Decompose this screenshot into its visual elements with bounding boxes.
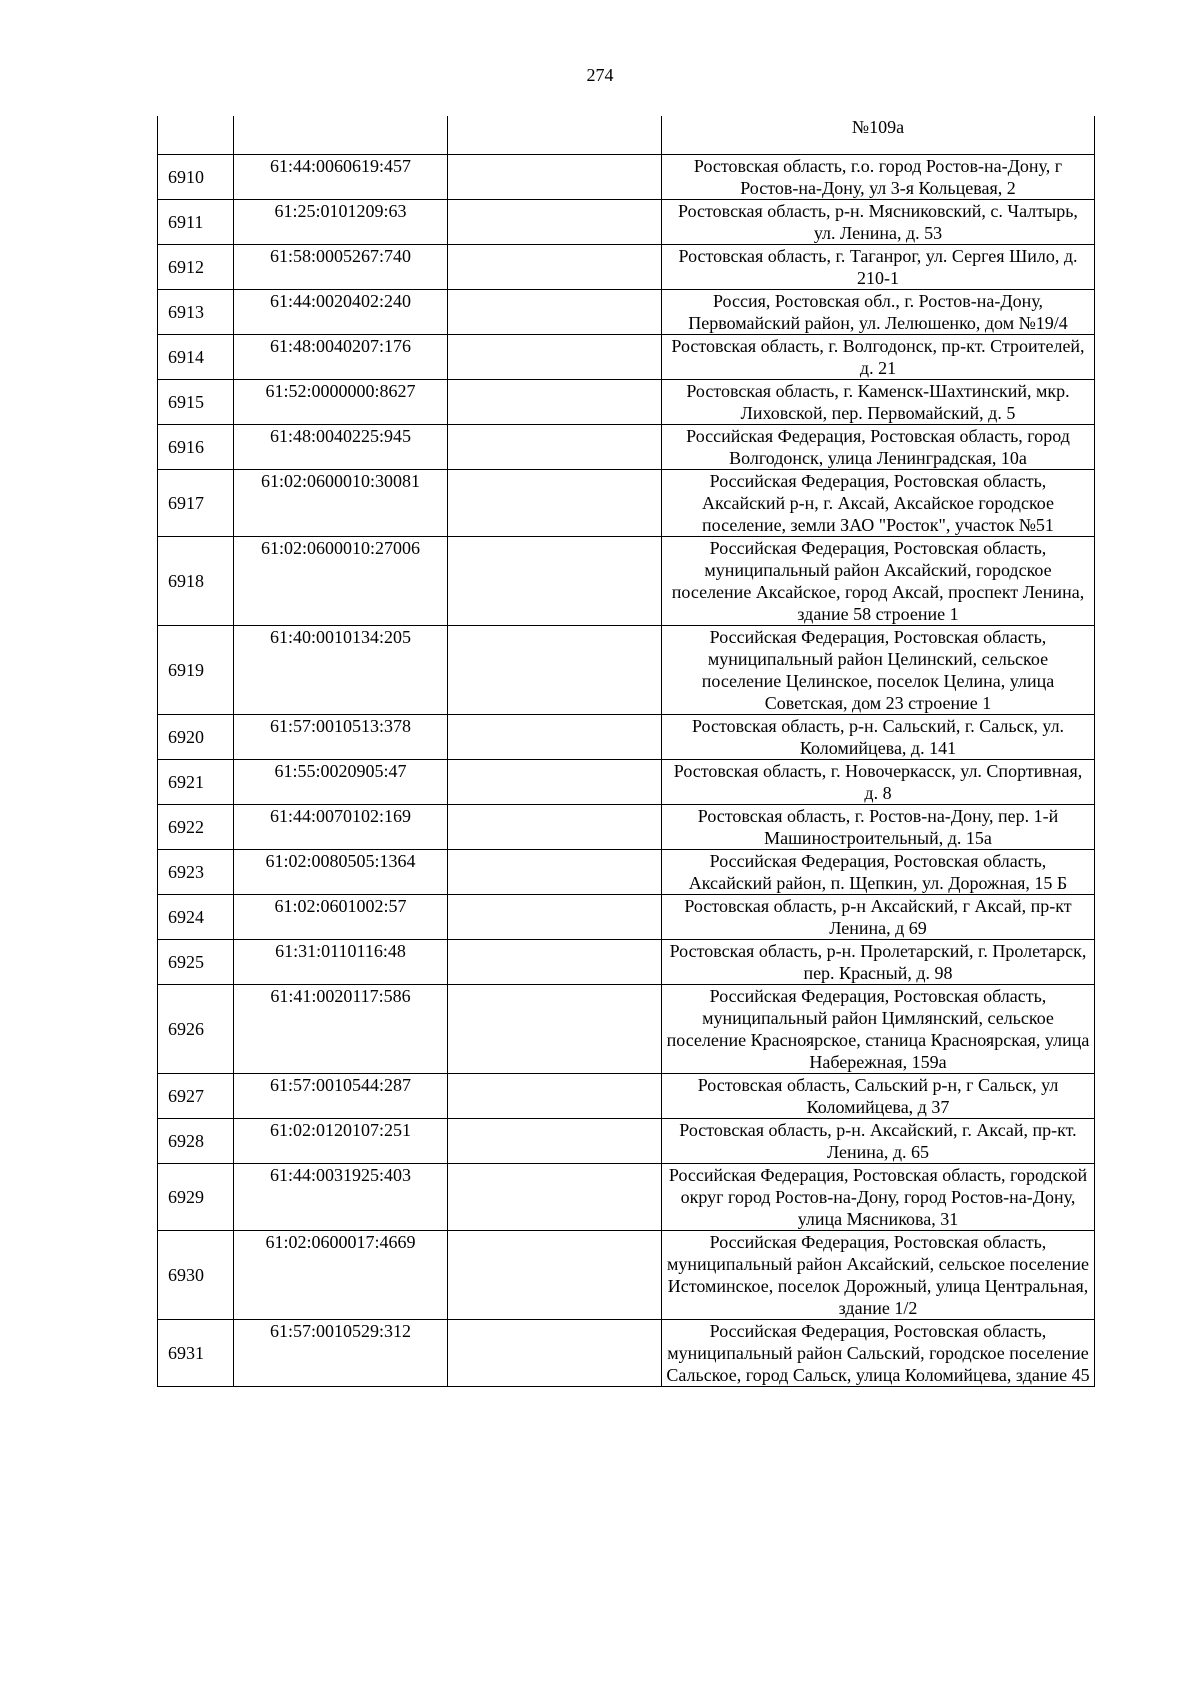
row-number-cell: 6917 [158, 470, 234, 537]
empty-cell [448, 245, 662, 290]
empty-cell [448, 155, 662, 200]
address-cell: Ростовская область, р-н. Аксайский, г. Аксай, пр-кт. Ленина, д. 65 [662, 1119, 1095, 1164]
empty-cell [448, 1164, 662, 1231]
cadastral-number-cell: 61:31:0110116:48 [234, 940, 448, 985]
empty-cell [448, 1119, 662, 1164]
cadastral-number-cell: 61:48:0040225:945 [234, 425, 448, 470]
row-number-cell [158, 116, 234, 155]
empty-cell [448, 940, 662, 985]
property-registry-table [157, 116, 1095, 1387]
table-row [158, 290, 1095, 335]
empty-cell [448, 1320, 662, 1387]
address-cell: Ростовская область, г. Волгодонск, пр-кт. Строителей, д. 21 [662, 335, 1095, 380]
empty-cell [448, 1074, 662, 1119]
table-row [158, 1119, 1095, 1164]
row-number-cell: 6912 [158, 245, 234, 290]
empty-cell [448, 715, 662, 760]
empty-cell [448, 116, 662, 155]
empty-cell [448, 760, 662, 805]
address-cell: Ростовская область, г.о. город Ростов-на-Дону, г Ростов-на-Дону, ул 3-я Кольцевая, 2 [662, 155, 1095, 200]
row-number-cell: 6918 [158, 537, 234, 626]
cadastral-number-cell: 61:40:0010134:205 [234, 626, 448, 715]
table-row [158, 245, 1095, 290]
cadastral-number-cell: 61:02:0600017:4669 [234, 1231, 448, 1320]
cadastral-number-cell: 61:02:0600010:30081 [234, 470, 448, 537]
address-cell: Ростовская область, г. Ростов-на-Дону, пер. 1-й Машиностроительный, д. 15а [662, 805, 1095, 850]
cadastral-number-cell: 61:52:0000000:8627 [234, 380, 448, 425]
table-row [158, 715, 1095, 760]
address-cell: Российская Федерация, Ростовская область, муниципальный район Цимлянский, сельское поселение Красноярское, станица Красноярская, улица Набережная, 159а [662, 985, 1095, 1074]
table-row [158, 470, 1095, 537]
row-number-cell: 6923 [158, 850, 234, 895]
empty-cell [448, 895, 662, 940]
cadastral-number-cell: 61:44:0060619:457 [234, 155, 448, 200]
table-row [158, 850, 1095, 895]
row-number-cell: 6916 [158, 425, 234, 470]
address-cell: Ростовская область, Сальский р-н, г Сальск, ул Коломийцева, д 37 [662, 1074, 1095, 1119]
address-cell: Ростовская область, р-н. Сальский, г. Сальск, ул. Коломийцева, д. 141 [662, 715, 1095, 760]
continuation-row [158, 116, 1095, 155]
address-cell: Российская Федерация, Ростовская область, город Волгодонск, улица Ленинградская, 10а [662, 425, 1095, 470]
address-cell: Ростовская область, р-н Аксайский, г Аксай, пр-кт Ленина, д 69 [662, 895, 1095, 940]
row-number-cell: 6920 [158, 715, 234, 760]
address-cell: Российская Федерация, Ростовская область, муниципальный район Аксайский, городское поселение Аксайское, город Аксай, проспект Ленина, здание 58 строение 1 [662, 537, 1095, 626]
registry-body [158, 116, 1095, 1387]
empty-cell [448, 470, 662, 537]
empty-cell [448, 380, 662, 425]
row-number-cell: 6915 [158, 380, 234, 425]
table-row [158, 425, 1095, 470]
cadastral-number-cell: 61:55:0020905:47 [234, 760, 448, 805]
cadastral-number-cell: 61:02:0080505:1364 [234, 850, 448, 895]
cadastral-number-cell: 61:48:0040207:176 [234, 335, 448, 380]
table-row [158, 626, 1095, 715]
address-cell: Россия, Ростовская обл., г. Ростов-на-Дону, Первомайский район, ул. Лелюшенко, дом №19/4 [662, 290, 1095, 335]
row-number-cell: 6931 [158, 1320, 234, 1387]
row-number-cell: 6928 [158, 1119, 234, 1164]
address-cell: Российская Федерация, Ростовская область, муниципальный район Аксайский, сельское поселение Истоминское, поселок Дорожный, улица Центральная, здание 1/2 [662, 1231, 1095, 1320]
row-number-cell: 6910 [158, 155, 234, 200]
row-number-cell: 6914 [158, 335, 234, 380]
table-row [158, 805, 1095, 850]
empty-cell [448, 537, 662, 626]
address-cell: Ростовская область, г. Каменск-Шахтинский, мкр. Лиховской, пер. Первомайский, д. 5 [662, 380, 1095, 425]
address-cell: Ростовская область, р-н. Пролетарский, г. Пролетарск, пер. Красный, д. 98 [662, 940, 1095, 985]
table-row [158, 940, 1095, 985]
empty-cell [448, 1231, 662, 1320]
cadastral-number-cell: 61:44:0020402:240 [234, 290, 448, 335]
cadastral-number-cell: 61:02:0601002:57 [234, 895, 448, 940]
empty-cell [448, 335, 662, 380]
table-row [158, 1074, 1095, 1119]
address-cell: Ростовская область, р-н. Мясниковский, с. Чалтырь, ул. Ленина, д. 53 [662, 200, 1095, 245]
row-number-cell: 6926 [158, 985, 234, 1074]
cadastral-number-cell: 61:41:0020117:586 [234, 985, 448, 1074]
table-row [158, 335, 1095, 380]
table-row [158, 985, 1095, 1074]
row-number-cell: 6925 [158, 940, 234, 985]
cadastral-number-cell: 61:02:0600010:27006 [234, 537, 448, 626]
table-row [158, 155, 1095, 200]
empty-cell [448, 290, 662, 335]
address-cell: Российская Федерация, Ростовская область, муниципальный район Целинский, сельское поселение Целинское, поселок Целина, улица Советская, дом 23 строение 1 [662, 626, 1095, 715]
row-number-cell: 6924 [158, 895, 234, 940]
row-number-cell: 6913 [158, 290, 234, 335]
cadastral-number-cell: 61:57:0010513:378 [234, 715, 448, 760]
row-number-cell: 6911 [158, 200, 234, 245]
row-number-cell: 6921 [158, 760, 234, 805]
table-row [158, 1231, 1095, 1320]
cadastral-number-cell: 61:02:0120107:251 [234, 1119, 448, 1164]
address-cell: Российская Федерация, Ростовская область, Аксайский район, п. Щепкин, ул. Дорожная, 15 Б [662, 850, 1095, 895]
cadastral-number-cell: 61:44:0070102:169 [234, 805, 448, 850]
empty-cell [448, 985, 662, 1074]
address-cell: Российская Федерация, Ростовская область, муниципальный район Сальский, городское поселение Сальское, город Сальск, улица Коломийцева, здание 45 [662, 1320, 1095, 1387]
table-row [158, 200, 1095, 245]
table-row [158, 1320, 1095, 1387]
empty-cell [448, 805, 662, 850]
table-row [158, 380, 1095, 425]
empty-cell [448, 425, 662, 470]
page-number: 274 [586, 65, 614, 85]
empty-cell [448, 850, 662, 895]
table-row [158, 1164, 1095, 1231]
address-cell: Ростовская область, г. Новочеркасск, ул. Спортивная, д. 8 [662, 760, 1095, 805]
table-row [158, 537, 1095, 626]
empty-cell [448, 200, 662, 245]
address-cell: Ростовская область, г. Таганрог, ул. Сергея Шило, д. 210-1 [662, 245, 1095, 290]
cadastral-number-cell: 61:25:0101209:63 [234, 200, 448, 245]
row-number-cell: 6919 [158, 626, 234, 715]
row-number-cell: 6930 [158, 1231, 234, 1320]
row-number-cell: 6929 [158, 1164, 234, 1231]
cadastral-number-cell [234, 116, 448, 155]
address-cell: Российская Федерация, Ростовская область, Аксайский р-н, г. Аксай, Аксайское городское поселение, земли ЗАО "Росток", участок №51 [662, 470, 1095, 537]
table-row [158, 895, 1095, 940]
row-number-cell: 6922 [158, 805, 234, 850]
cadastral-number-cell: 61:58:0005267:740 [234, 245, 448, 290]
cadastral-number-cell: 61:44:0031925:403 [234, 1164, 448, 1231]
cadastral-number-cell: 61:57:0010544:287 [234, 1074, 448, 1119]
cadastral-number-cell: 61:57:0010529:312 [234, 1320, 448, 1387]
row-number-cell: 6927 [158, 1074, 234, 1119]
address-cell: №109а [662, 116, 1095, 155]
table-row [158, 760, 1095, 805]
empty-cell [448, 626, 662, 715]
address-cell: Российская Федерация, Ростовская область, городской округ город Ростов-на-Дону, город Ростов-на-Дону, улица Мясникова, 31 [662, 1164, 1095, 1231]
